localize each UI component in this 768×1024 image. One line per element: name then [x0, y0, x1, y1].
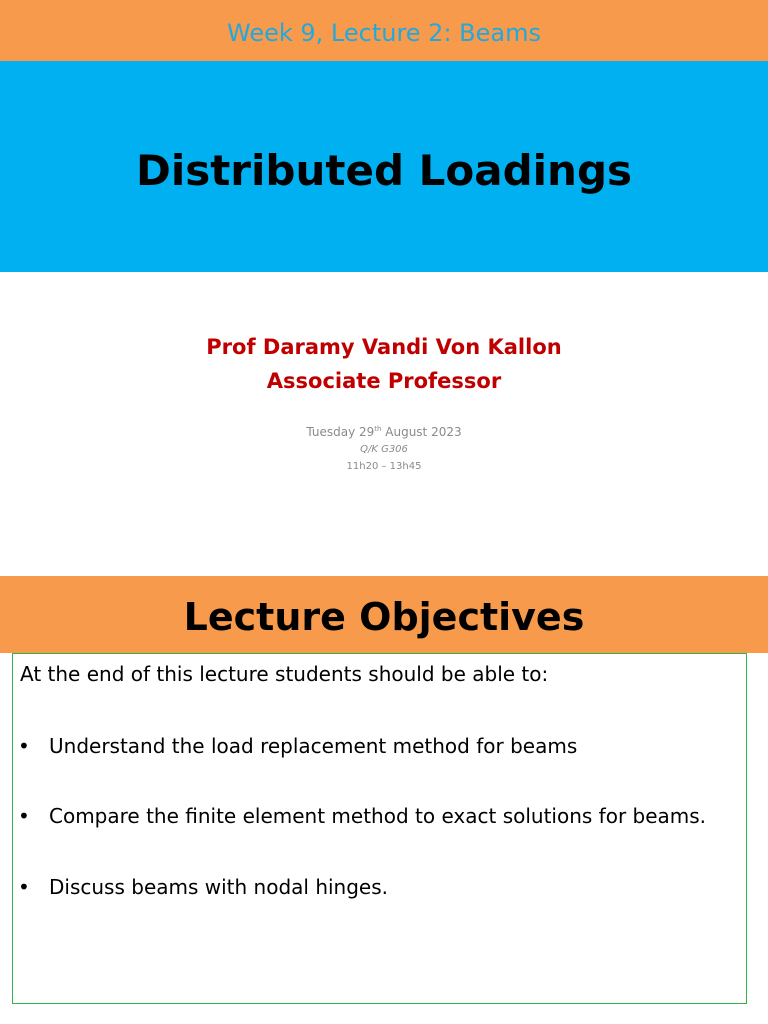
bullet-icon: • — [18, 875, 30, 899]
lecture-venue: Q/K G306 — [360, 444, 408, 455]
objective-text: Discuss beams with nodal hinges. — [49, 875, 389, 899]
slide-title: Distributed Loadings — [135, 146, 633, 195]
bullet-icon: • — [18, 804, 30, 828]
lecture-time: 11h20 – 13h45 — [346, 461, 422, 472]
date-rest: August 2023 — [381, 425, 462, 439]
date-day: Tuesday 29 — [306, 425, 375, 439]
presenter-name: Prof Daramy Vandi Von Kallon — [206, 335, 562, 359]
lecture-date — [0, 424, 768, 440]
objective-text: Understand the load replacement method for beams — [49, 734, 578, 758]
presenter-role: Associate Professor — [266, 369, 502, 393]
objectives-title: Lecture Objectives — [183, 595, 585, 639]
bullet-icon: • — [18, 734, 30, 758]
week-label: Week 9, Lecture 2: Beams — [227, 19, 541, 47]
objectives-intro: At the end of this lecture students should be able to: — [20, 662, 549, 686]
date-suffix: th — [374, 425, 382, 433]
objective-text: Compare the finite element method to exact solutions for beams. — [49, 804, 707, 828]
